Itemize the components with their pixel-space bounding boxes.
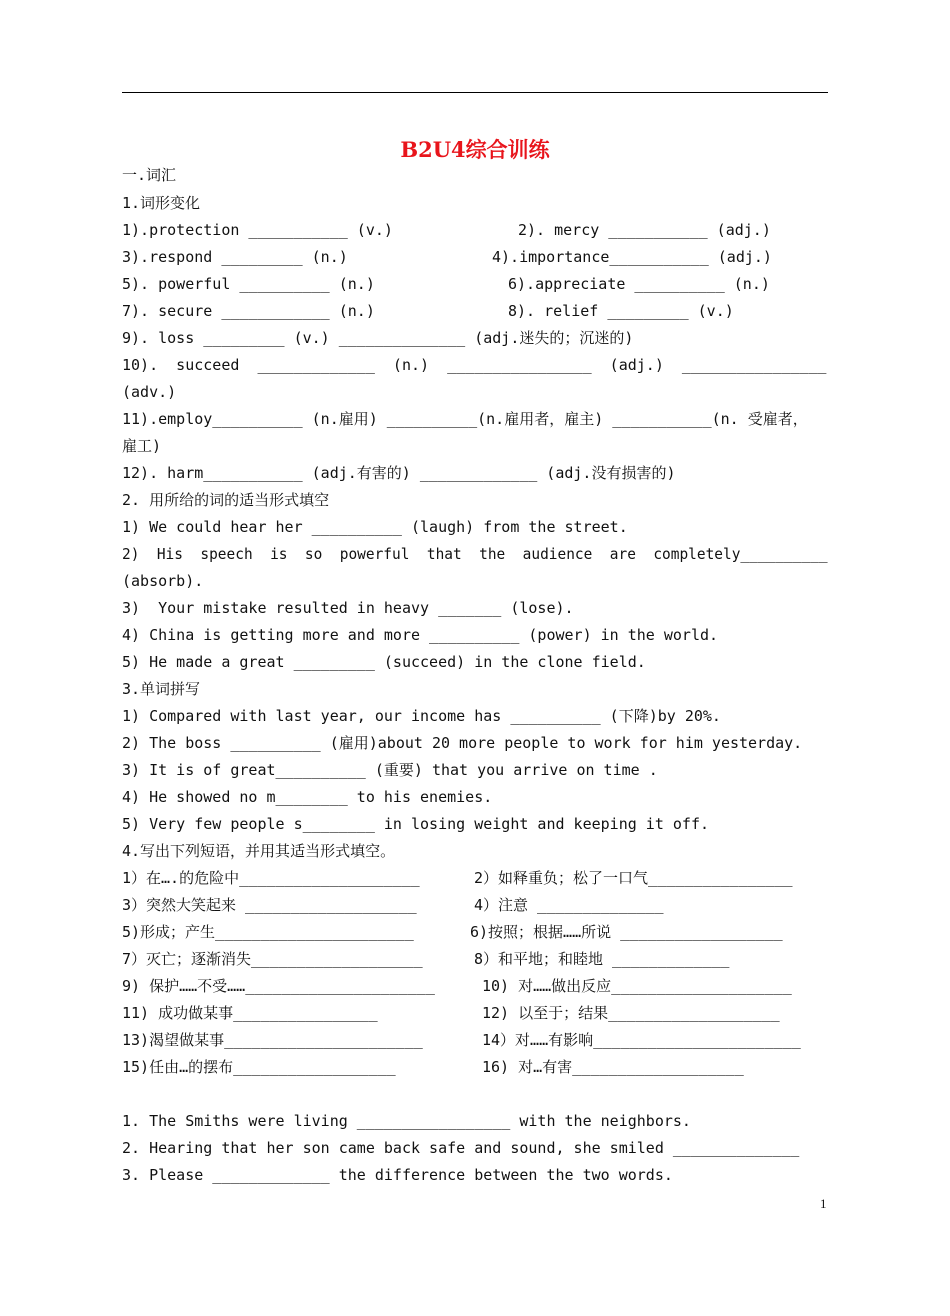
page-title: B2U4综合训练 xyxy=(400,137,550,162)
text-line: 16) 对…有害___________________ xyxy=(482,1058,744,1076)
text-line: 4）注意 ______________ xyxy=(474,896,664,914)
text-line: 2). mercy ___________ (adj.) xyxy=(518,221,771,239)
text-line: 9). loss _________ (v.) ______________ (adj.迷失的；沉迷的) xyxy=(122,329,634,347)
text-line: 11) 成功做某事________________ xyxy=(122,1004,378,1022)
text-line: 1).protection ___________ (v.) xyxy=(122,221,393,239)
text-line: 1）在….的危险中____________________ xyxy=(122,869,420,887)
text-line: 1.词形变化 xyxy=(122,194,201,212)
text-line: 11).employ__________ (n.雇用) __________(n.雇用者，雇主) ___________(n. 受雇者， xyxy=(122,410,808,428)
text-line: 6)按照；根据……所说 __________________ xyxy=(470,923,783,941)
text-line: 3) Your mistake resulted in heavy _______ (lose). xyxy=(122,599,574,617)
text-line: 4.写出下列短语，并用其适当形式填空。 xyxy=(122,842,396,860)
text-line: 15)任由…的摆布__________________ xyxy=(122,1058,396,1076)
text-line: 3.单词拼写 xyxy=(122,680,201,698)
text-line: 雇工) xyxy=(122,437,162,455)
text-line: 6).appreciate __________ (n.) xyxy=(508,275,770,293)
text-line: 7）灭亡；逐渐消失___________________ xyxy=(122,950,423,968)
text-line: 1) We could hear her __________ (laugh) from the street. xyxy=(122,518,628,536)
text-line: 2）如释重负；松了一口气________________ xyxy=(474,869,793,887)
text-line: (absorb). xyxy=(122,572,204,590)
text-line: 10) 对……做出反应____________________ xyxy=(482,977,792,995)
text-line: 1) Compared with last year, our income has __________ (下降)by 20%. xyxy=(122,707,721,725)
header-rule xyxy=(122,92,828,93)
text-line: 3).respond _________ (n.) xyxy=(122,248,348,266)
text-line: 5). powerful __________ (n.) xyxy=(122,275,375,293)
text-line: 4) China is getting more and more __________ (power) in the world. xyxy=(122,626,719,644)
text-line: 2. Hearing that her son came back safe and sound, she smiled ______________ xyxy=(122,1139,800,1157)
text-line: 12) 以至于；结果___________________ xyxy=(482,1004,780,1022)
page-number: 1 xyxy=(820,1196,827,1211)
text-line: 5)形成；产生______________________ xyxy=(122,923,414,941)
text-line: 7). secure ____________ (n.) xyxy=(122,302,375,320)
text-line: 5) He made a great _________ (succeed) in the clone field. xyxy=(122,653,646,671)
text-line: 14）对……有影响_______________________ xyxy=(482,1031,801,1049)
text-line: 4).importance___________ (adj.) xyxy=(492,248,772,266)
text-line: 2) The boss __________ (雇用)about 20 more people to work for him yesterday. xyxy=(122,734,803,752)
text-line: 2) His speech is so powerful that the audience are completely__________ xyxy=(122,545,828,563)
text-line: 一.词汇 xyxy=(122,166,177,184)
text-line: 3. Please _____________ the difference between the two words. xyxy=(122,1166,673,1184)
text-line: 3）突然大笑起来 ___________________ xyxy=(122,896,417,914)
text-line: 13)渴望做某事______________________ xyxy=(122,1031,423,1049)
text-line: 8). relief _________ (v.) xyxy=(508,302,734,320)
text-line: 5) Very few people s________ in losing weight and keeping it off. xyxy=(122,815,709,833)
text-line: (adv.) xyxy=(122,383,177,401)
text-line: 12). harm___________ (adj.有害的) _____________ (adj.没有损害的) xyxy=(122,464,676,482)
text-line: 10). succeed _____________ (n.) ________________ (adj.) ________________ xyxy=(122,356,827,374)
text-line: 3) It is of great__________ (重要) that you arrive on time . xyxy=(122,761,658,779)
text-line: 1. The Smiths were living _________________ with the neighbors. xyxy=(122,1112,691,1130)
text-line: 8）和平地；和睦地 _____________ xyxy=(474,950,730,968)
text-line: 2. 用所给的词的适当形式填空 xyxy=(122,491,330,509)
text-line: 4) He showed no m________ to his enemies. xyxy=(122,788,493,806)
text-line: 9) 保护……不受……_____________________ xyxy=(122,977,435,995)
